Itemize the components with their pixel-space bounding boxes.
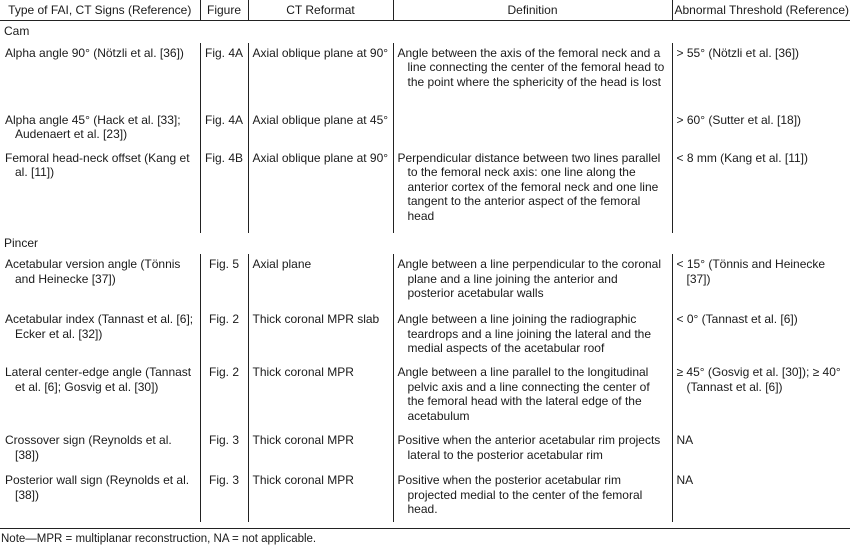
definition-cell — [393, 470, 672, 522]
sign-text: Posterior wall sign (Reynolds et al. [38]) — [5, 473, 190, 502]
table-row — [0, 470, 850, 522]
threshold-text: ≥ 45° (Gosvig et al. [30]); ≥ 40° (Tannast et al. [6]) — [676, 365, 841, 394]
threshold-text: < 8 mm (Kang et al. [11]) — [676, 150, 809, 165]
definition-cell — [393, 254, 672, 309]
definition-cell — [393, 148, 672, 233]
definition-cell — [393, 309, 672, 362]
definition-text: Angle between a line perpendicular to the coronal plane and a line joining the anterior and posterior acetabular walls — [397, 257, 662, 300]
reformat-cell: Thick coronal MPR — [248, 470, 393, 522]
figure-cell: Fig. 2 — [200, 362, 248, 430]
threshold-cell — [672, 148, 850, 233]
sign-text: Lateral center-edge angle (Tannast et al. [6]; Gosvig et al. [30]) — [5, 365, 192, 394]
sign-cell — [0, 148, 200, 233]
sign-cell — [0, 110, 200, 148]
sign-cell — [0, 362, 200, 430]
definition-cell — [393, 430, 672, 470]
definition-text: Positive when the posterior acetabular rim projected medial to the center of the femoral head. — [397, 473, 643, 516]
table-row — [0, 254, 850, 309]
sign-text: Acetabular index (Tannast et al. [6]; Ecker et al. [32]) — [5, 312, 194, 341]
threshold-text: < 0° (Tannast et al. [6]) — [676, 312, 798, 326]
sign-cell — [0, 470, 200, 522]
group-label: Pincer — [4, 235, 39, 250]
table-row — [0, 110, 850, 148]
threshold-text: < 15° (Tönnis and Heinecke [37]) — [676, 257, 826, 286]
threshold-text: > 55° (Nötzli et al. [36]) — [676, 45, 800, 60]
sign-cell — [0, 43, 200, 110]
figure-cell: Fig. 4A — [200, 43, 248, 110]
table-row — [0, 430, 850, 470]
figure-cell: Fig. 3 — [200, 430, 248, 470]
header-ct-reformat: CT Reformat — [248, 0, 393, 21]
threshold-cell — [672, 43, 850, 110]
group-row-cam — [0, 21, 850, 43]
figure-cell: Fig. 4B — [200, 148, 248, 233]
reformat-cell: Thick coronal MPR slab — [248, 309, 393, 362]
sign-text: Alpha angle 45° (Hack et al. [33]; Audenaert et al. [23]) — [5, 112, 181, 141]
sign-cell — [0, 254, 200, 309]
figure-cell: Fig. 4A — [200, 110, 248, 148]
definition-cell — [393, 43, 672, 110]
sign-text: Alpha angle 90° (Nötzli et al. [36]) — [5, 45, 184, 60]
definition-text: Perpendicular distance between two lines parallel to the femoral neck axis: one line along the anterior cortex of the femoral neck and one line tangent to the anterior aspect of the femoral head — [397, 150, 661, 223]
header-type: Type of FAI, CT Signs (Reference) — [0, 0, 200, 21]
threshold-cell — [672, 309, 850, 362]
header-threshold: Abnormal Threshold (Reference) — [672, 0, 850, 21]
threshold-cell — [672, 254, 850, 309]
threshold-cell — [672, 110, 850, 148]
group-row-pincer — [0, 233, 850, 255]
threshold-cell — [672, 362, 850, 430]
figure-cell: Fig. 2 — [200, 309, 248, 362]
definition-text: Angle between a line joining the radiographic teardrops and a line joining the lateral and the medial aspects of the acetabular roof — [397, 312, 652, 355]
definition-cell — [393, 110, 672, 148]
figure-cell: Fig. 3 — [200, 470, 248, 522]
table-row — [0, 43, 850, 110]
table-row — [0, 309, 850, 362]
threshold-cell — [672, 430, 850, 470]
definition-text: Angle between a line parallel to the longitudinal pelvic axis and a line connecting the center of the femoral head with the lateral edge of the acetabulum — [397, 365, 650, 423]
header-definition: Definition — [393, 0, 672, 21]
sign-cell — [0, 430, 200, 470]
definition-text: Positive when the anterior acetabular rim projects lateral to the posterior acetabular rim — [397, 433, 661, 462]
sign-text: Femoral head-neck offset (Kang et al. [11]) — [5, 150, 190, 179]
reformat-cell: Thick coronal MPR — [248, 362, 393, 430]
threshold-text: NA — [676, 433, 694, 447]
reformat-cell: Axial plane — [248, 254, 393, 309]
definition-text: Angle between the axis of the femoral neck and a line connecting the center of the femoral head to the point where the sphericity of the head is lost — [397, 45, 665, 89]
reformat-cell: Thick coronal MPR — [248, 430, 393, 470]
sign-text: Crossover sign (Reynolds et al. [38]) — [5, 433, 172, 462]
table-footnote: Note—MPR = multiplanar reconstruction, NA = not applicable. — [0, 528, 850, 546]
table-header-row — [0, 0, 850, 21]
group-label: Cam — [4, 24, 30, 38]
figure-cell: Fig. 5 — [200, 254, 248, 309]
sign-text: Acetabular version angle (Tönnis and Heinecke [37]) — [5, 257, 181, 286]
threshold-text: > 60° (Sutter et al. [18]) — [676, 112, 802, 127]
reformat-cell: Axial oblique plane at 90° — [248, 148, 393, 233]
reformat-cell: Axial oblique plane at 45° — [248, 110, 393, 148]
table-row — [0, 362, 850, 430]
threshold-text: NA — [676, 473, 694, 487]
threshold-cell — [672, 470, 850, 522]
table-row — [0, 148, 850, 233]
reformat-cell: Axial oblique plane at 90° — [248, 43, 393, 110]
header-figure: Figure — [200, 0, 248, 21]
sign-cell — [0, 309, 200, 362]
definition-cell — [393, 362, 672, 430]
